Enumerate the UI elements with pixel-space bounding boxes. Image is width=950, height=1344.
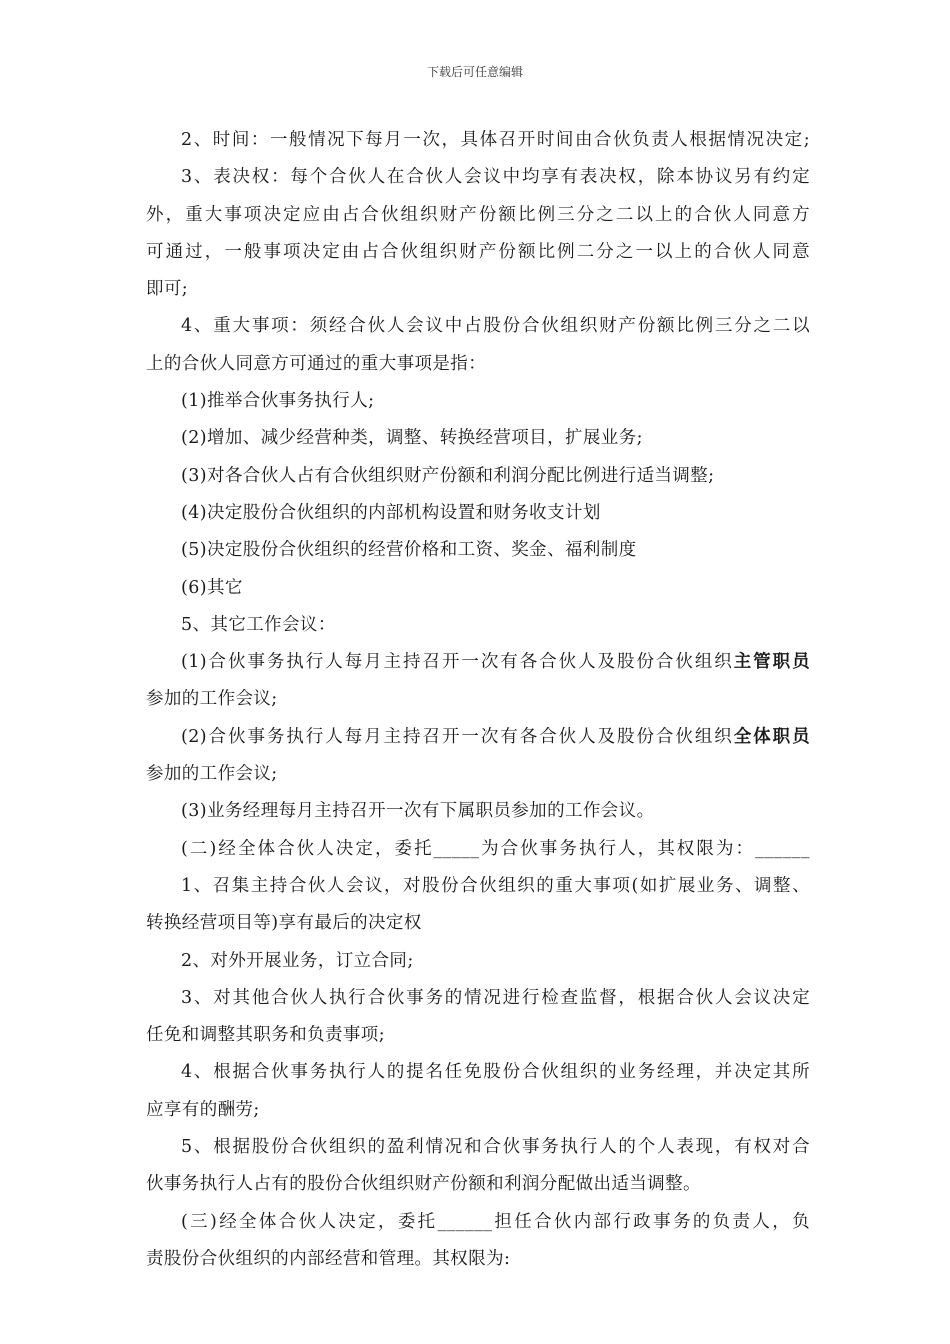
line-text: 应享有的酬劳;: [146, 1099, 260, 1120]
text-line: [146, 346, 810, 383]
line-text: 参加的工作会议;: [146, 689, 278, 710]
text-line: [146, 197, 810, 234]
line-text: 责股份合伙组织的内部经营和管理。其权限为:: [146, 1248, 511, 1269]
line-text: (3)对各合伙人占有合伙组织财产份额和利润分配比例进行适当调整;: [181, 465, 715, 486]
line-text: 外，重大事项决定应由占合伙组织财产份额比例三分之二以上的合伙人同意方: [146, 204, 810, 225]
text-line: [146, 681, 810, 718]
line-text: (三)经全体合伙人决定，委托______担任合伙内部行政事务的负责人，负: [181, 1211, 810, 1232]
line-text: 4、根据合伙事务执行人的提名任免股份合伙组织的业务经理，并决定其所: [181, 1062, 810, 1083]
line-text: 2、时间：一般情况下每月一次，具体召开时间由合伙负责人根据情况决定;: [181, 130, 810, 150]
text-line: [146, 570, 810, 607]
text-line: [146, 905, 810, 942]
line-text: (2)增加、减少经营种类，调整、转换经营项目，扩展业务;: [181, 428, 643, 449]
text-line: [146, 1241, 810, 1278]
text-line: [146, 159, 810, 196]
line-text: 2、对外开展业务，订立合同;: [181, 950, 414, 971]
text-line: [146, 831, 810, 868]
line-text: 4、重大事项：须经合伙人会议中占股份合伙组织财产份额比例三分之二以: [181, 316, 810, 337]
bold-term: 全体职员: [733, 726, 810, 747]
line-text: 1、召集主持合伙人会议，对股份合伙组织的重大事项(如扩展业务、调整、: [181, 875, 810, 896]
line-text: (3)业务经理每月主持召开一次有下属职员参加的工作会议。: [181, 801, 655, 822]
text-line: [146, 644, 810, 681]
text-line: [146, 1092, 810, 1129]
document-body: [146, 122, 810, 1278]
line-text: 3、表决权：每个合伙人在合伙人会议中均享有表决权，除本协议另有约定: [181, 167, 810, 188]
line-text: (二)经全体合伙人决定，委托_____为合伙事务执行人，其权限为：______: [181, 838, 810, 859]
line-text: (6)其它: [181, 577, 243, 598]
line-text: 上的合伙人同意方可通过的重大事项是指：: [146, 353, 487, 374]
text-line: [146, 756, 810, 793]
text-line: [146, 495, 810, 532]
line-text: 伙事务执行人占有的股份合伙组织财产份额和利润分配做出适当调整。: [146, 1174, 701, 1195]
text-line: [146, 1129, 810, 1166]
line-text: 任免和调整其职务和负责事项;: [146, 1025, 385, 1046]
text-line: [146, 122, 810, 159]
line-text: 转换经营项目等)享有最后的决定权: [146, 913, 422, 934]
text-line: [146, 719, 810, 756]
line-text: (5)决定股份合伙组织的经营价格和工资、奖金、福利制度: [181, 540, 637, 561]
text-line: [146, 1017, 810, 1054]
line-text: (1)合伙事务执行人每月主持召开一次有各合伙人及股份合伙组织: [181, 652, 734, 673]
line-text: 参加的工作会议;: [146, 764, 278, 785]
text-line: [146, 271, 810, 308]
line-text: 即可;: [146, 279, 189, 300]
text-line: [146, 234, 810, 271]
page-header: 下载后可任意编辑: [426, 65, 523, 79]
line-text: (4)决定股份合伙组织的内部机构设置和财务收支计划: [181, 502, 601, 523]
text-line: [146, 532, 810, 569]
line-text: (2)合伙事务执行人每月主持召开一次有各合伙人及股份合伙组织: [181, 726, 734, 747]
bold-term: 主管职员: [733, 652, 810, 673]
text-line: [146, 980, 810, 1017]
line-text: 5、根据股份合伙组织的盈利情况和合伙事务执行人的个人表现，有权对合: [181, 1137, 810, 1158]
text-line: [146, 308, 810, 345]
line-text: 可通过，一般事项决定由占合伙组织财产份额比例二分之一以上的合伙人同意: [146, 241, 810, 262]
text-line: [146, 607, 810, 644]
text-line: [146, 868, 810, 905]
line-text: (1)推举合伙事务执行人;: [181, 391, 375, 412]
text-line: [146, 793, 810, 830]
text-line: [146, 458, 810, 495]
text-line: [146, 383, 810, 420]
text-line: [146, 943, 810, 980]
line-text: 5、其它工作会议：: [181, 614, 336, 635]
line-text: 3、对其他合伙人执行合伙事务的情况进行检查监督，根据合伙人会议决定: [181, 987, 810, 1008]
text-line: [146, 1166, 810, 1203]
text-line: [146, 420, 810, 457]
text-line: [146, 1204, 810, 1241]
text-line: [146, 1054, 810, 1091]
